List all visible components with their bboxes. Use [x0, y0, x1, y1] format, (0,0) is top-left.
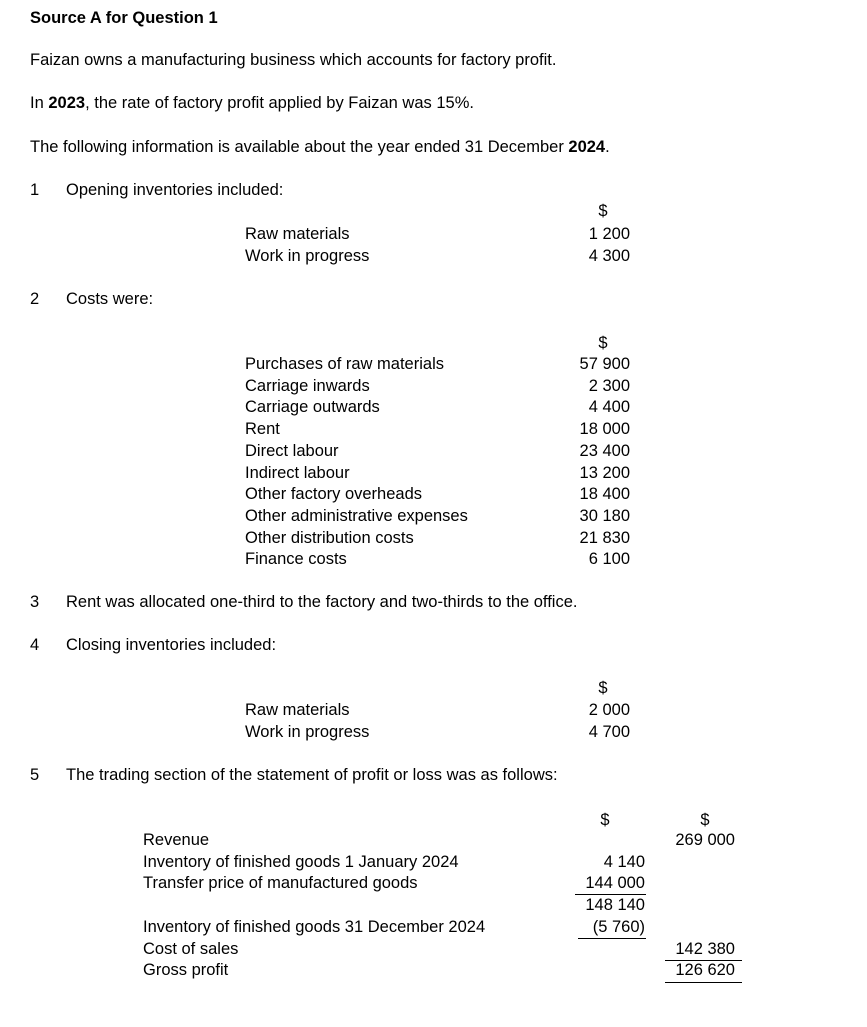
list-item-label: Other administrative expenses [245, 506, 468, 525]
list-item-value: 2 300 [588, 376, 630, 395]
item-text: Rent was allocated one-third to the factory and two-thirds to the office. [66, 593, 578, 611]
list-item-label: Finance costs [245, 550, 347, 569]
column-2-currency-header: $ [700, 811, 710, 829]
trading-row-label: Cost of sales [143, 939, 239, 958]
item-text: Closing inventories included: [66, 636, 277, 654]
list-item-value: 18 000 [579, 420, 630, 439]
list-item-value: 4 400 [588, 398, 630, 417]
item-text: Opening inventories included: [66, 181, 284, 199]
list-item-label: Direct labour [245, 441, 339, 460]
list-item-value: 23 400 [579, 441, 630, 460]
list-item-value: 2 000 [588, 701, 630, 719]
cost-of-sales-rule [665, 960, 742, 961]
list-item-value: 1 200 [588, 225, 630, 243]
gross-profit-rule [665, 982, 742, 983]
trading-row-label: Transfer price of manufactured goods [143, 874, 418, 893]
item-number: 4 [30, 636, 40, 654]
trading-column-1-value: 148 140 [585, 896, 645, 915]
column-1-currency-header: $ [600, 811, 610, 829]
item-number: 3 [30, 593, 40, 611]
trading-column-2-value: 269 000 [675, 831, 735, 849]
trading-row-label: Inventory of finished goods 31 December 2024 [143, 917, 486, 936]
item-text: The trading section of the statement of profit or loss was as follows: [66, 766, 558, 784]
list-item-value: 4 700 [588, 723, 630, 741]
list-item-value: 4 300 [588, 247, 630, 265]
trading-column-1-value: (5 760) [592, 917, 645, 936]
trading-column-1-value: 144 000 [585, 874, 645, 893]
trading-row-label: Gross profit [143, 961, 229, 980]
item-text: Costs were: [66, 290, 154, 308]
list-item-label: Work in progress [245, 723, 370, 741]
trading-row-label: Revenue [143, 831, 210, 849]
intro-paragraph-1: Faizan owns a manufacturing business which accounts for factory profit. [30, 51, 557, 69]
trading-column-2-value: 126 620 [675, 961, 735, 980]
list-item-label: Purchases of raw materials [245, 355, 444, 373]
list-item-label: Work in progress [245, 247, 370, 265]
list-item-label: Rent [245, 420, 280, 439]
list-item-value: 18 400 [579, 485, 630, 504]
intro-paragraph-3: The following information is available about the year ended 31 December 2024. [30, 138, 610, 156]
deduction-rule [578, 938, 646, 939]
list-item-label: Raw materials [245, 225, 350, 243]
list-item-label: Other factory overheads [245, 485, 423, 504]
list-item-label: Carriage outwards [245, 398, 380, 417]
list-item-value: 21 830 [579, 528, 630, 547]
list-item-value: 13 200 [579, 463, 630, 482]
currency-header: $ [598, 334, 608, 352]
currency-header: $ [598, 202, 608, 220]
intro-paragraph-2: In 2023, the rate of factory profit applied by Faizan was 15%. [30, 94, 474, 112]
trading-column-1-value: 4 140 [603, 852, 645, 871]
list-item-value: 6 100 [588, 550, 630, 569]
item-number: 5 [30, 766, 40, 784]
list-item-value: 57 900 [579, 355, 630, 373]
trading-column-2-value: 142 380 [675, 939, 735, 958]
list-item-label: Carriage inwards [245, 376, 370, 395]
list-item-label: Raw materials [245, 701, 350, 719]
list-item-label: Other distribution costs [245, 528, 414, 547]
subtotal-rule [575, 894, 646, 895]
item-number: 1 [30, 181, 40, 199]
source-title: Source A for Question 1 [30, 9, 218, 27]
currency-header: $ [598, 679, 608, 697]
item-number: 2 [30, 290, 40, 308]
list-item-label: Indirect labour [245, 463, 350, 482]
trading-row-label: Inventory of finished goods 1 January 2024 [143, 852, 459, 871]
list-item-value: 30 180 [579, 506, 630, 525]
